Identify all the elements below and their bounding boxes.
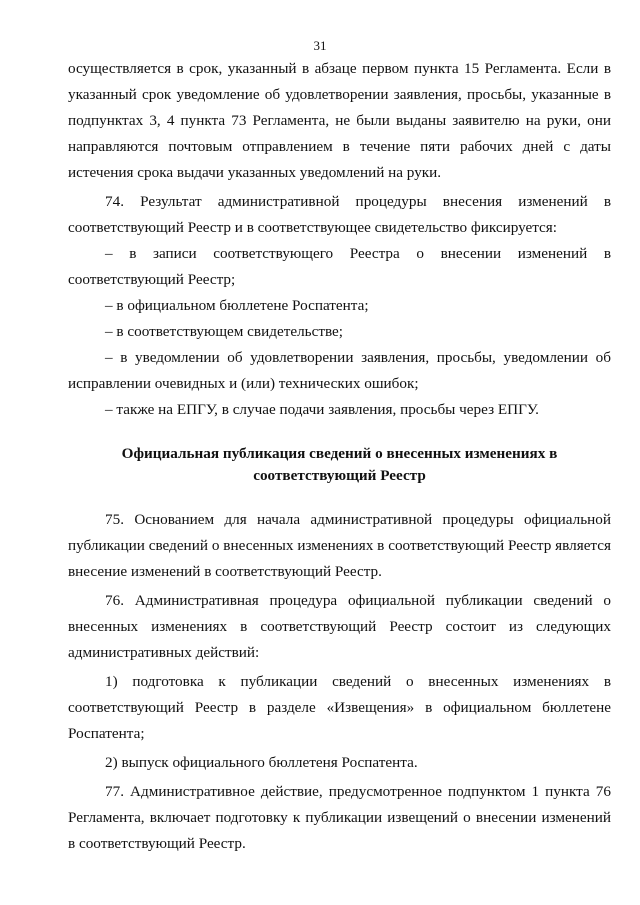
list-item-bulletin: – в официальном бюллетене Роспатента;	[105, 297, 369, 314]
list-item-notification: – в уведомлении об удовлетворении заявления, просьбы, уведомлении об исправлении очевидных и (или) технических ошибок;	[68, 349, 611, 392]
paragraph-76: 76. Административная процедура официальной публикации сведений о внесенных изменениях в соответствующий Реестр состоит из следующих административных действий:	[68, 592, 611, 661]
list-item-preparation: 1) подготовка к публикации сведений о внесенных изменениях в соответствующий Реестр в разделе «Извещения» в официальном бюллетене Роспатента;	[68, 673, 611, 742]
section-heading-line-1: Официальная публикация сведений о внесенных изменениях в	[121, 445, 558, 462]
paragraph-74: 74. Результат административной процедуры внесения изменений в соответствующий Реестр и в соответствующее свидетельство фиксируется:	[68, 193, 611, 236]
list-item-release: 2) выпуск официального бюллетеня Роспатента.	[105, 754, 418, 771]
section-heading	[68, 443, 611, 487]
list-item-epgu: – также на ЕПГУ, в случае подачи заявления, просьбы через ЕПГУ.	[105, 401, 539, 418]
section-heading-line-2: соответствующий Реестр	[253, 467, 426, 484]
paragraph-75: 75. Основанием для начала административной процедуры официальной публикации сведений о внесенных изменениях в соответствующий Реестр является внесение изменений в соответствующий Реестр.	[68, 511, 611, 580]
list-item-certificate: – в соответствующем свидетельстве;	[105, 323, 343, 340]
page-number: 31	[313, 38, 327, 53]
list-item-registry-record: – в записи соответствующего Реестра о внесении изменений в соответствующий Реестр;	[68, 245, 611, 288]
document-body	[68, 56, 611, 857]
paragraph-continuation: осуществляется в срок, указанный в абзаце первом пункта 15 Регламента. Если в указанный срок уведомление об удовлетворении заявления, просьбы, указанные в подпунктах 3, 4 пункта 73 Регламента, не были выданы заявителю на руки, они направляются почтовым отправлением в течение пяти рабочих дней с даты истечения срока выдачи указанных уведомлений на руки.	[68, 60, 611, 181]
paragraph-77: 77. Административное действие, предусмотренное подпунктом 1 пункта 76 Регламента, включает подготовку к публикации извещений о внесении изменений в соответствующий Реестр.	[68, 783, 611, 852]
